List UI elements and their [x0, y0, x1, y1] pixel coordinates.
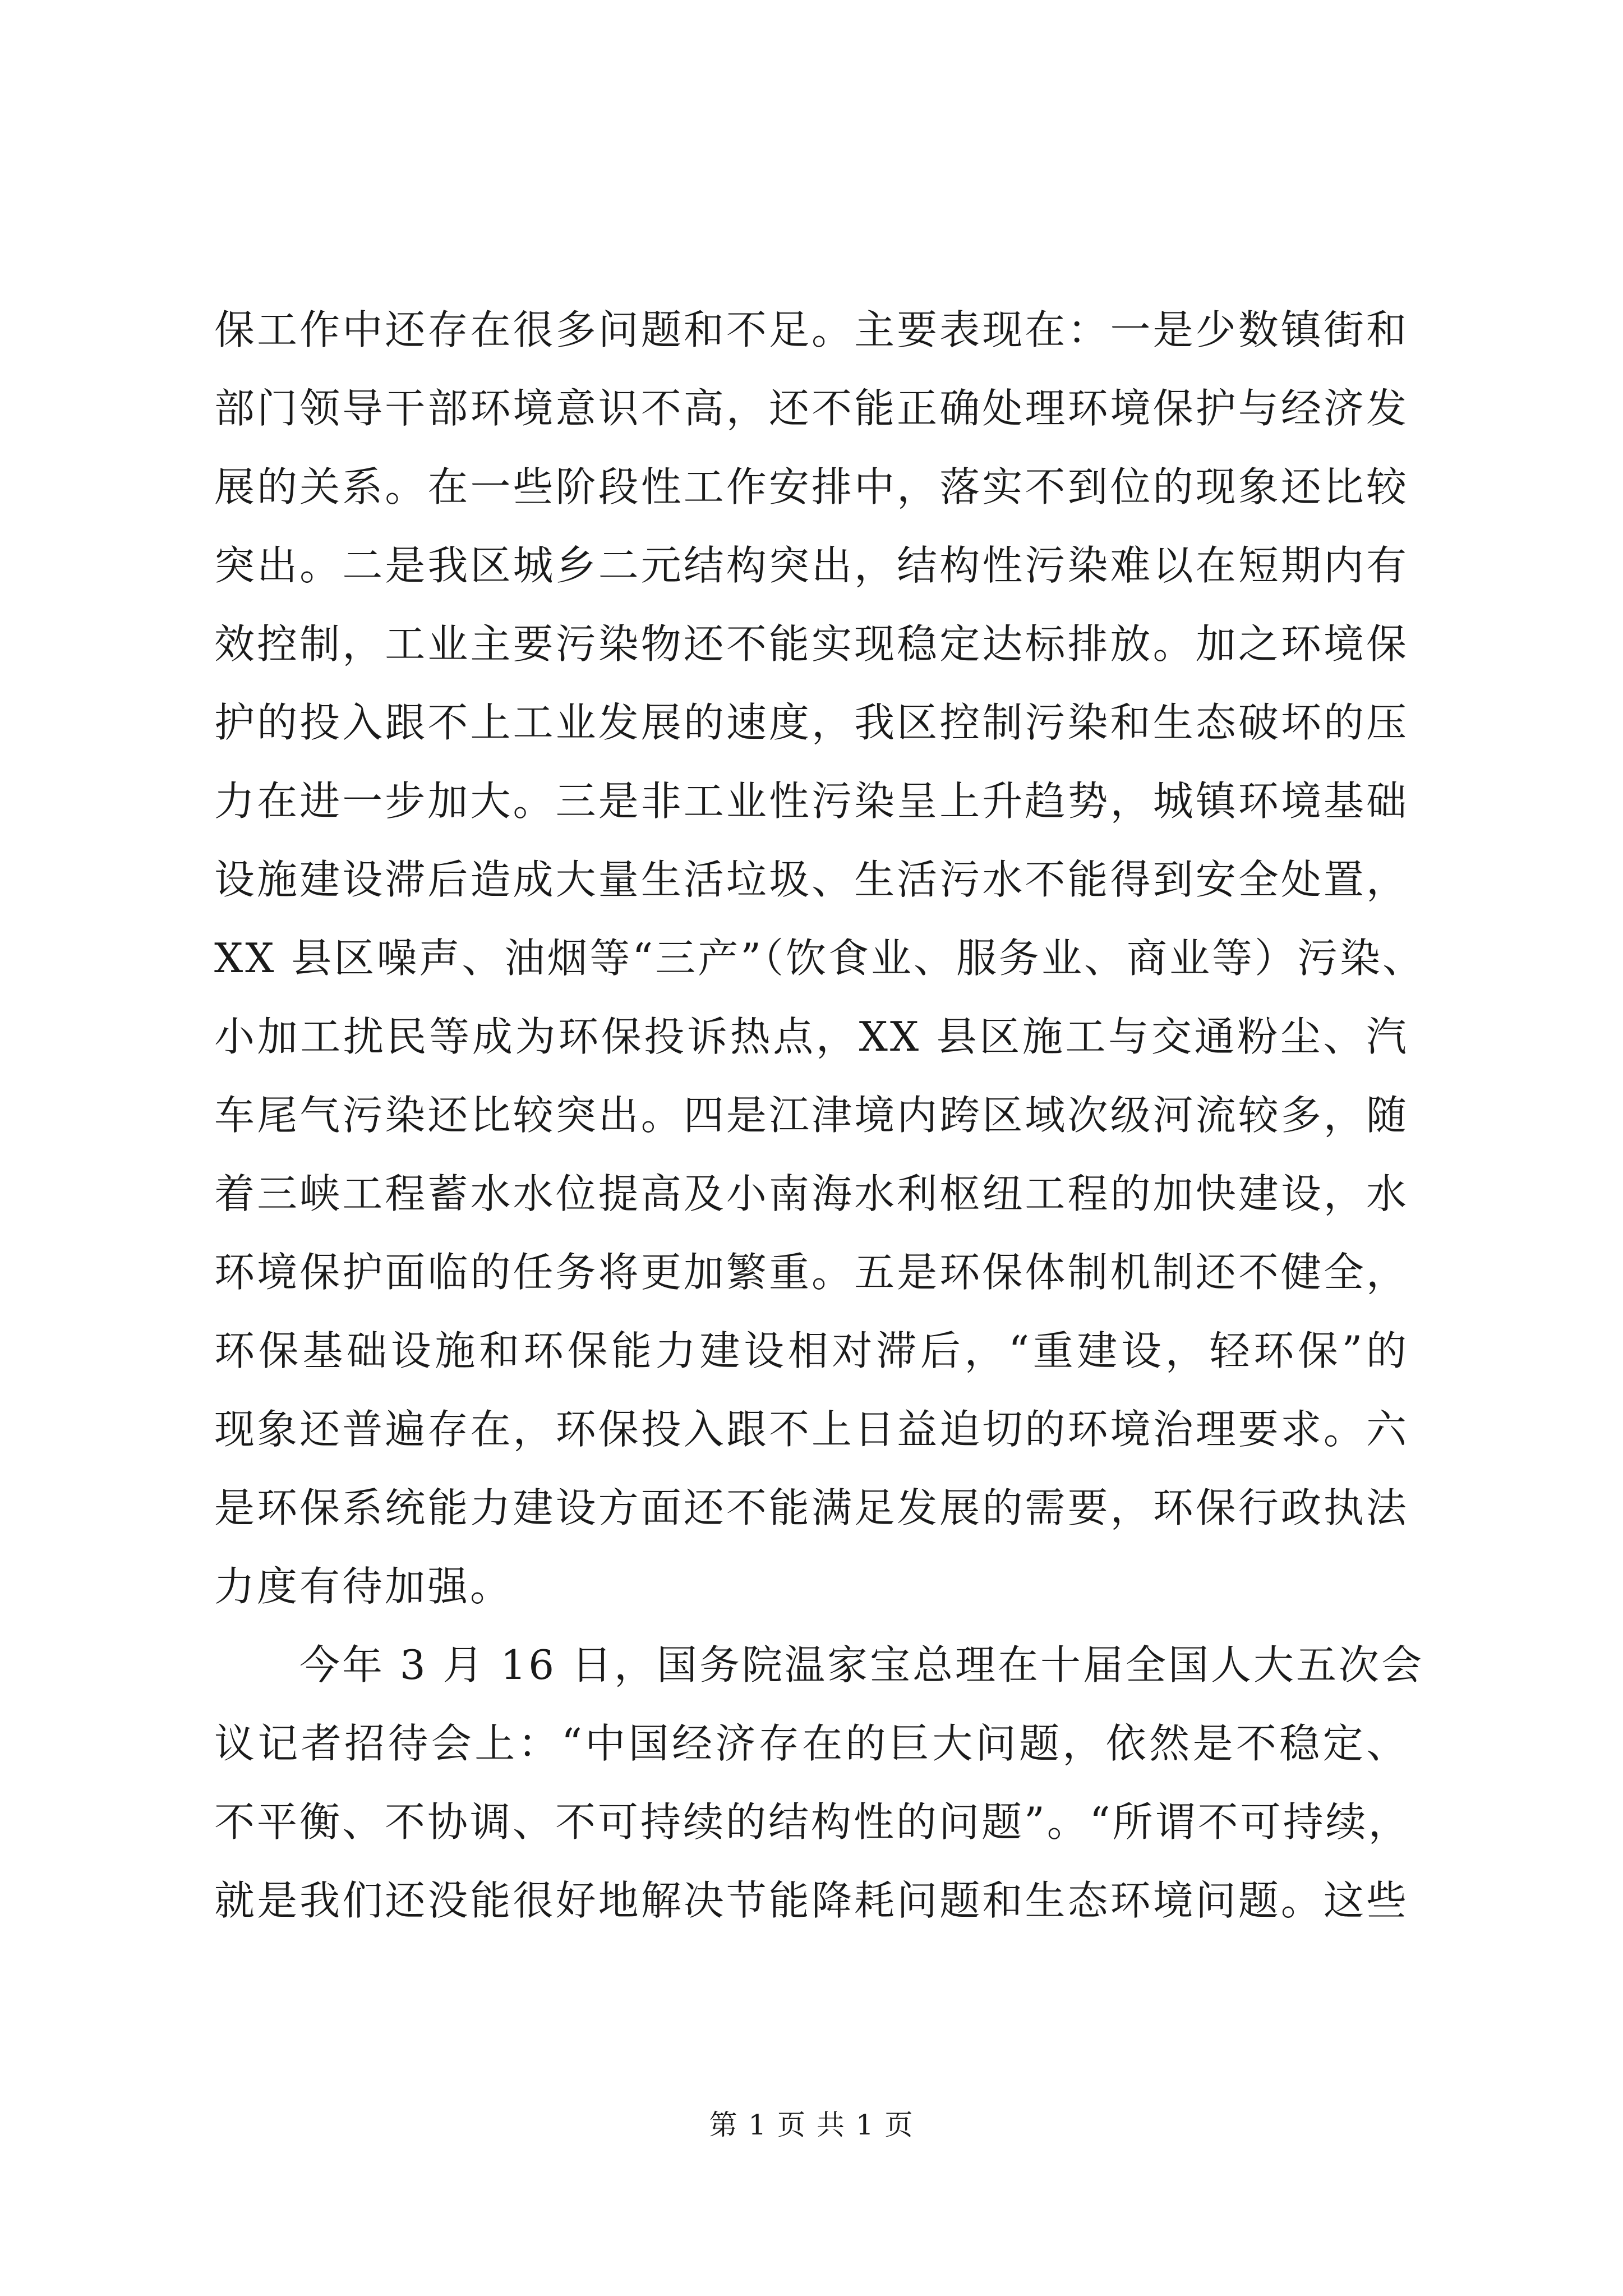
text-line: 环保基础设施和环保能力建设相对滞后，“重建设，轻环保”的: [214, 1327, 1409, 1374]
text-line: 设施建设滞后造成大量生活垃圾、生活污水不能得到安全处置，: [214, 856, 1409, 903]
text-line: 议记者招待会上：“中国经济存在的巨大问题，依然是不稳定、: [214, 1720, 1409, 1767]
text-line: 部门领导干部环境意识不高，还不能正确处理环境保护与经济发: [214, 385, 1409, 432]
text-line: 是环保系统能力建设方面还不能满足发展的需要，环保行政执法: [214, 1484, 1409, 1531]
text-line: XX 县区噪声、油烟等“三产”（饮食业、服务业、商业等）污染、: [214, 935, 1426, 982]
body-text: [214, 291, 1426, 1940]
text-line: 现象还普遍存在，环保投入跟不上日益迫切的环境治理要求。六: [214, 1406, 1409, 1453]
paragraph-end-line: 力度有待加强。: [214, 1563, 513, 1610]
text-line: 今年 3 月 16 日，国务院温家宝总理在十届全国人大五次会: [214, 1641, 1424, 1688]
text-line: 保工作中还存在很多问题和不足。主要表现在：一是少数镇街和: [214, 306, 1409, 353]
text-line: 环境保护面临的任务将更加繁重。五是环保体制机制还不健全，: [214, 1249, 1409, 1296]
text-line: 就是我们还没能很好地解决节能降耗问题和生态环境问题。这些: [214, 1877, 1409, 1924]
text-line: 突出。二是我区城乡二元结构突出，结构性污染难以在短期内有: [214, 542, 1409, 589]
text-line: 车尾气污染还比较突出。四是江津境内跨区域次级河流较多，随: [214, 1092, 1409, 1139]
text-line: 效控制，工业主要污染物还不能实现稳定达标排放。加之环境保: [214, 620, 1409, 668]
page-footer: 第 1 页 共 1 页: [709, 2109, 914, 2141]
text-line: 小加工扰民等成为环保投诉热点，XX 县区施工与交通粉尘、汽: [214, 1013, 1409, 1060]
text-line: 力在进一步加大。三是非工业性污染呈上升趋势，城镇环境基础: [214, 777, 1409, 825]
text-line: 展的关系。在一些阶段性工作安排中，落实不到位的现象还比较: [214, 463, 1409, 510]
text-line: 着三峡工程蓄水水位提高及小南海水利枢纽工程的加快建设，水: [214, 1170, 1409, 1217]
text-line: 护的投入跟不上工业发展的速度，我区控制污染和生态破坏的压: [214, 699, 1409, 746]
text-line: 不平衡、不协调、不可持续的结构性的问题”。“所谓不可持续，: [214, 1798, 1411, 1846]
